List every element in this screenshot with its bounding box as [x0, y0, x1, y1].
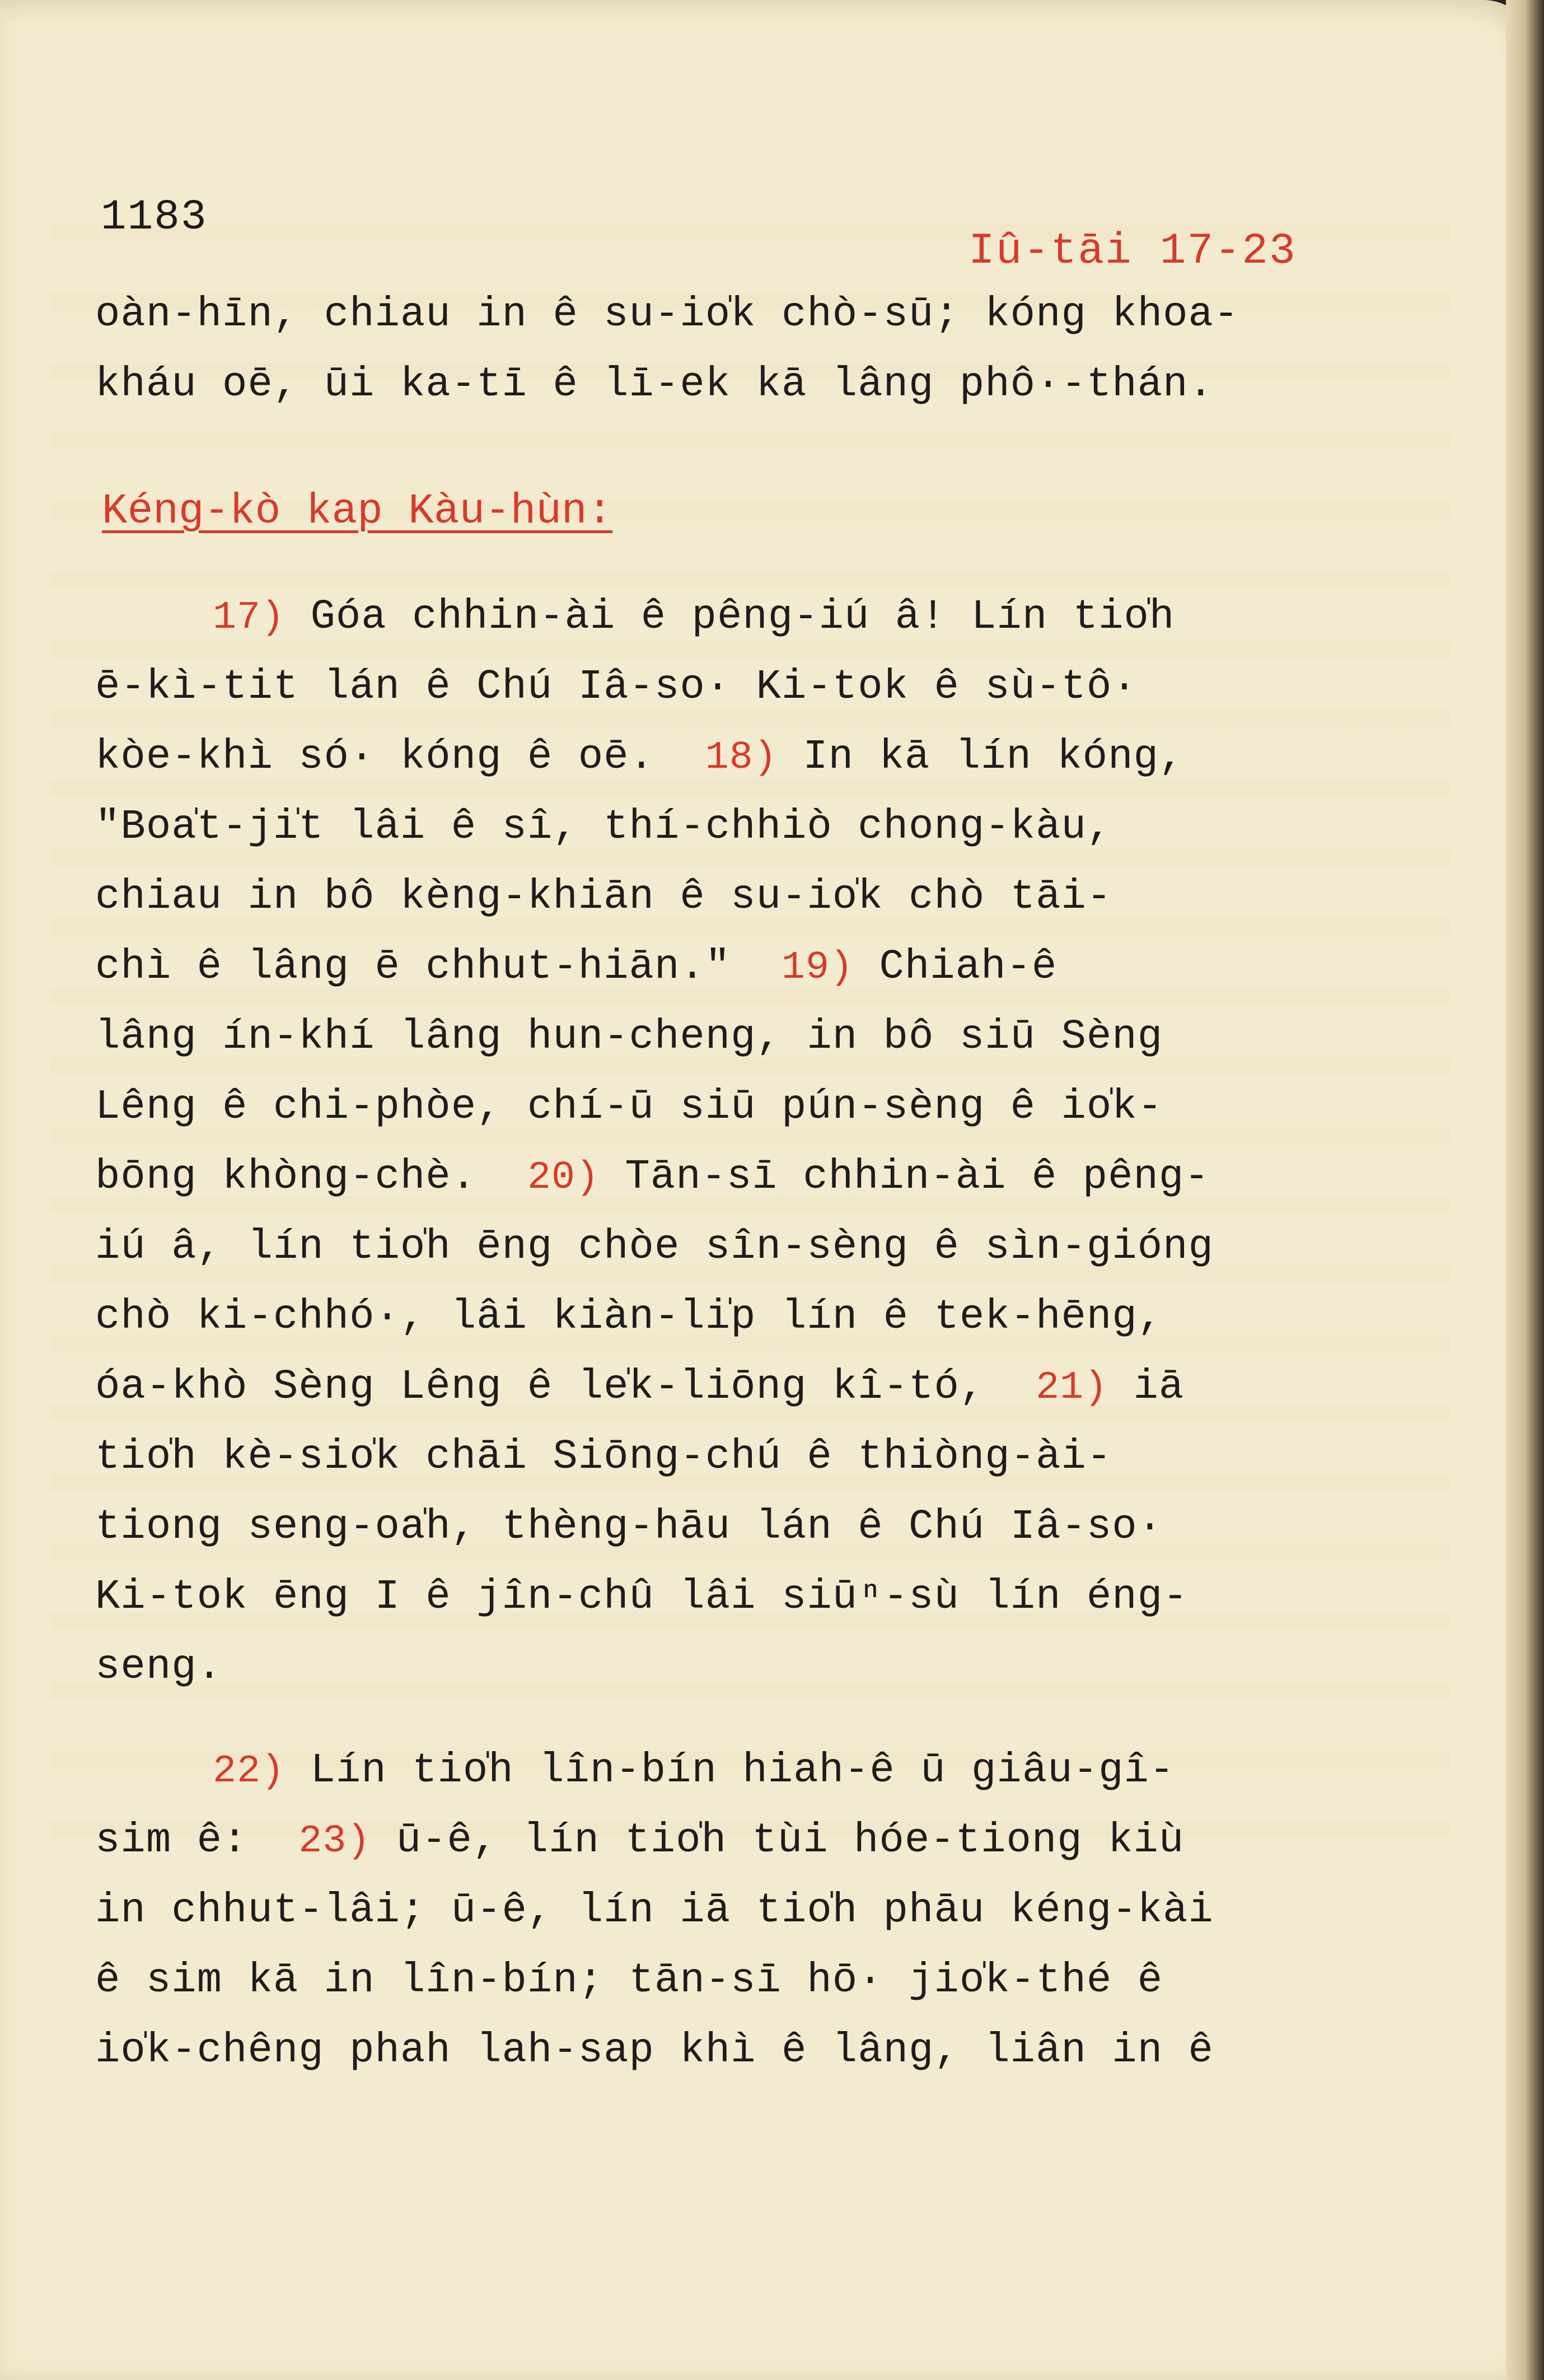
body-line: lâng ín-khí lâng hun-cheng, in bô siū Sèng [95, 1014, 1163, 1061]
body-line: tiong seng-oa̍h, thèng-hāu lán ê Chú Iâ-so· [95, 1504, 1163, 1551]
verse-number: 18) [705, 736, 778, 780]
body-line: kháu oē, ūi ka-tī ê lī-ek kā lâng phô·-thán. [95, 361, 1214, 408]
body-line: io̍k-chêng phah lah-sap khì ê lâng, liân in ê [95, 2027, 1214, 2074]
page-number: 1183 [101, 193, 208, 241]
verse-text: iā [1108, 1364, 1185, 1411]
verse-text: sim ê: [95, 1817, 299, 1864]
body-line: chò ki-chhó·, lâi kiàn-li̍p lín ê tek-hēng, [95, 1294, 1163, 1341]
body-line: ê sim kā in lîn-bín; tān-sī hō· jio̍k-thé ê [95, 1957, 1163, 2004]
verse-text: In kā lín kóng, [777, 734, 1185, 781]
verse-number: 17) [213, 596, 286, 640]
verse-text: Lín tio̍h lîn-bín hiah-ê ū giâu-gî- [285, 1747, 1175, 1794]
body-line [213, 594, 1175, 641]
verse-text: bōng khòng-chè. [95, 1154, 527, 1201]
verse-number: 21) [1036, 1366, 1108, 1410]
verse-number: 22) [213, 1749, 286, 1794]
page-edge [1506, 0, 1544, 2380]
verse-text: kòe-khì só· kóng ê oē. [95, 734, 705, 781]
body-line [95, 944, 1057, 991]
verse-text: Góa chhin-ài ê pêng-iú â! Lín tio̍h [285, 594, 1175, 641]
body-line: Ki-tok ēng I ê jîn-chû lâi siūⁿ-sù lín éng- [95, 1574, 1189, 1621]
body-line: in chhut-lâi; ū-ê, lín iā tio̍h phāu kéng-kài [95, 1887, 1214, 1934]
section-heading: Kéng-kò kap Kàu-hùn: [102, 487, 613, 535]
body-line [95, 1364, 1184, 1411]
body-line [95, 734, 1184, 781]
body-line: iú â, lín tio̍h ēng chòe sîn-sèng ê sìn-gióng [95, 1224, 1214, 1271]
verse-text: Chiah-ê [854, 944, 1058, 991]
body-line: Lêng ê chi-phòe, chí-ū siū pún-sèng ê io̍k- [95, 1084, 1163, 1131]
body-line [95, 1154, 1210, 1201]
body-line: oàn-hīn, chiau in ê su-io̍k chò-sū; kóng khoa- [95, 291, 1239, 338]
verse-text: chì ê lâng ē chhut-hiān." [95, 944, 782, 991]
body-line: seng. [95, 1644, 223, 1691]
body-line: tio̍h kè-sio̍k chāi Siōng-chú ê thiòng-ài- [95, 1434, 1112, 1481]
verse-number: 19) [782, 946, 854, 990]
verse-text: ū-ê, lín tio̍h tùi hóe-tiong kiù [371, 1817, 1185, 1864]
body-line: chiau in bô kèng-khiān ê su-io̍k chò tāi- [95, 874, 1112, 921]
body-line: ē-kì-tit lán ê Chú Iâ-so· Ki-tok ê sù-tô· [95, 664, 1138, 711]
verse-number: 23) [298, 1819, 371, 1864]
verse-number: 20) [527, 1156, 600, 1200]
running-head: Iû-tāi 17-23 [968, 227, 1297, 276]
verse-text: Tān-sī chhin-ài ê pêng- [599, 1154, 1210, 1201]
body-line: "Boa̍t-ji̍t lâi ê sî, thí-chhiò chong-kàu, [95, 804, 1112, 851]
body-line [213, 1747, 1175, 1794]
verse-text: óa-khò Sèng Lêng ê le̍k-liōng kî-tó, [95, 1364, 1036, 1411]
body-line [95, 1817, 1184, 1864]
